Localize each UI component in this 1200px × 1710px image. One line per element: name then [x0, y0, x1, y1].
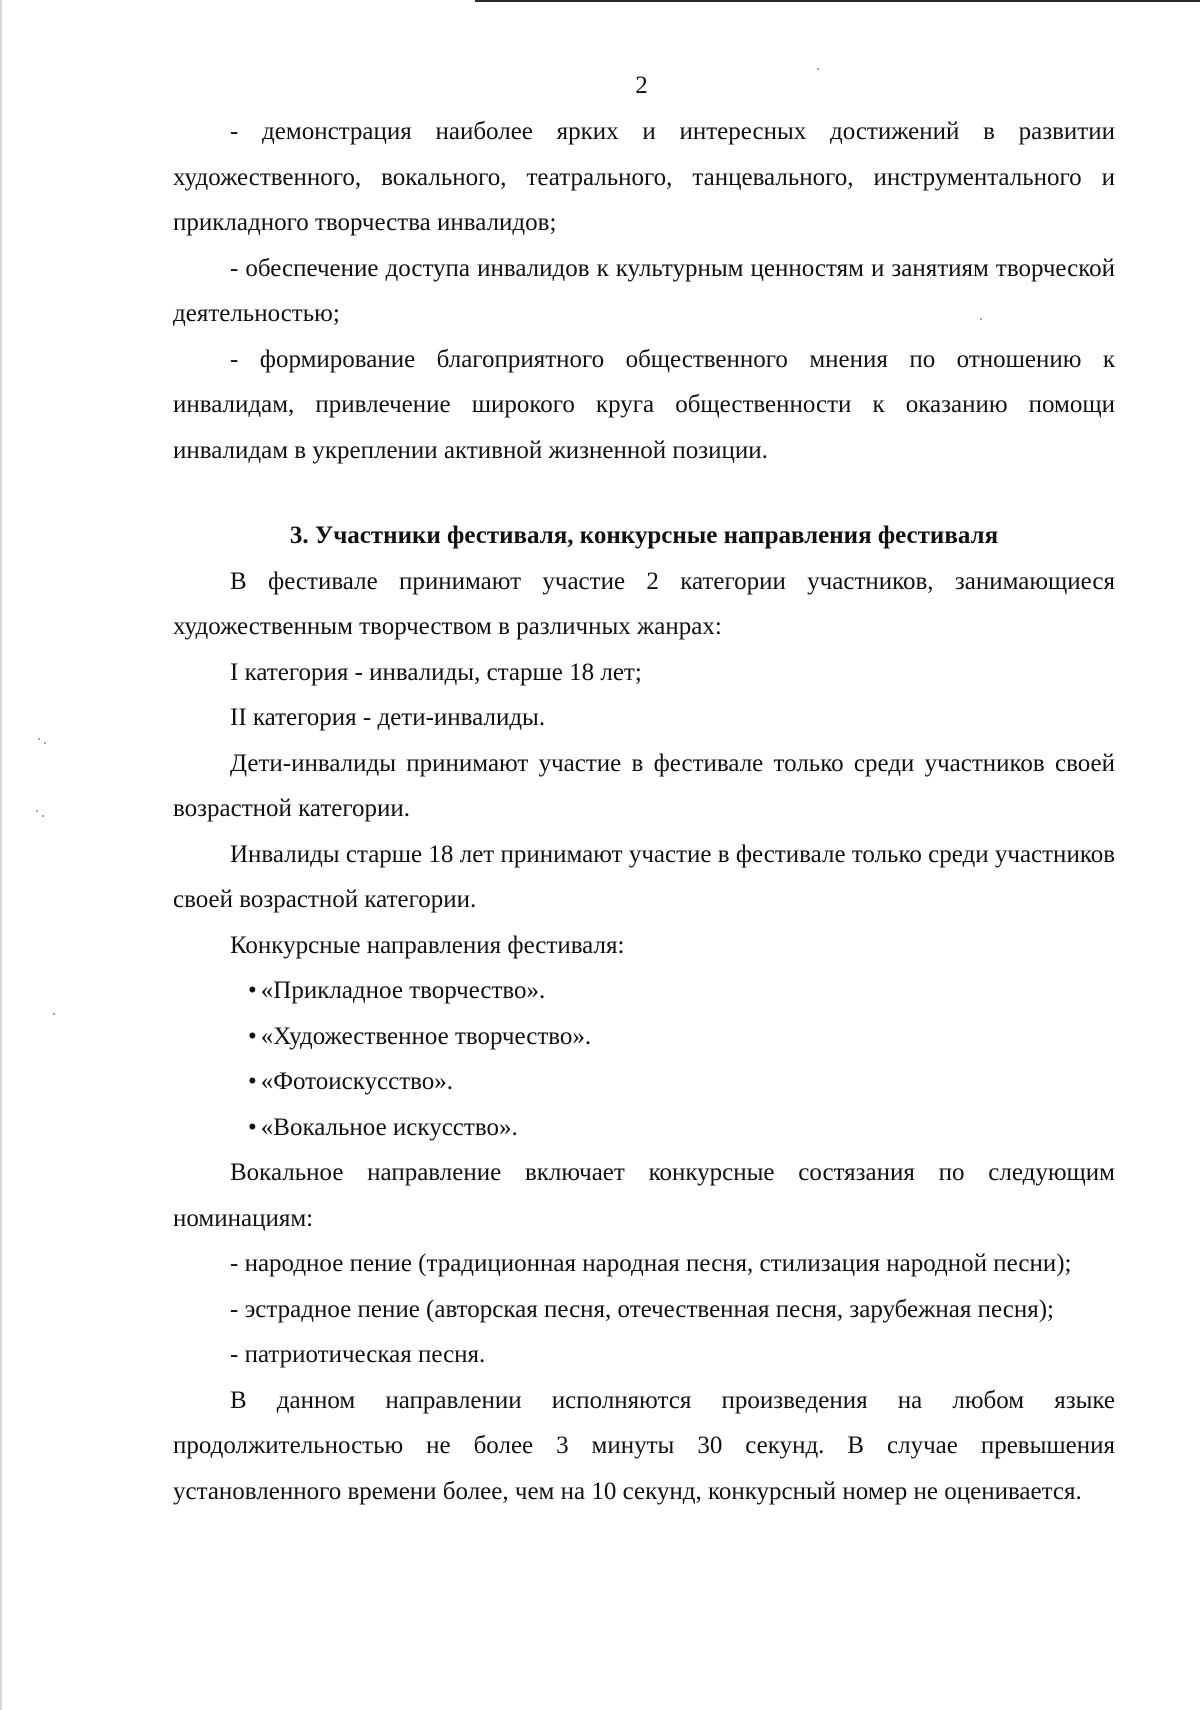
direction-item: [173, 1014, 1115, 1060]
scan-speck: [817, 68, 819, 70]
scan-border-top: [475, 0, 1200, 2]
scan-speck: [38, 738, 40, 740]
vocal-intro: Вокальное направление включает конкурсные состязания по следующим номинациям:: [173, 1159, 1115, 1232]
category-2: II категория - дети-инвалиды.: [230, 704, 546, 731]
bullet-glyph: •: [248, 1113, 257, 1141]
category-1: I категория - инвалиды, старше 18 лет;: [230, 658, 642, 686]
direction-label: «Прикладное творчество».: [260, 977, 546, 1004]
scan-speck: [36, 810, 38, 812]
section-heading: 3. Участники фестиваля, конкурсные направления фестиваля: [289, 522, 999, 549]
scan-speck: [44, 742, 46, 744]
adults-rule: Инвалиды старше 18 лет принимают участие в фестивале только среди участников своей возрастной категории.: [173, 840, 1115, 913]
direction-item: [173, 1105, 1115, 1151]
bullet-glyph: •: [248, 1022, 257, 1050]
vocal-item-patriotic: - патриотическая песня.: [230, 1341, 486, 1368]
bullet-glyph: •: [248, 1068, 257, 1095]
duration-rule: В данном направлении исполняются произведения на любом языке продолжительностью не более 3 минуты 30 секунд. В случае превышения установленного времени более, чем на 10 секунд, конкурсный номер не оценивается.: [173, 1386, 1115, 1505]
direction-label: «Художественное творчество».: [260, 1022, 592, 1050]
direction-label: «Вокальное искусство».: [260, 1113, 518, 1141]
vocal-item-folk: - народное пение (традиционная народная песня, стилизация народной песни);: [230, 1250, 1072, 1277]
bullet-glyph: •: [248, 977, 257, 1004]
children-rule: Дети-инвалиды принимают участие в фестивале только среди участников своей возрастной категории.: [173, 749, 1115, 822]
goal-item-achievements: - демонстрация наиболее ярких и интересных достижений в развитии художественного, вокального, театрального, танцевального, инструментального и прикладного творчества инвалидов;: [173, 118, 1115, 236]
directions-label: Конкурсные направления фестиваля:: [230, 931, 625, 959]
scan-speck: [42, 815, 44, 817]
direction-item: [173, 1059, 1115, 1105]
scan-speck: [53, 1013, 55, 1015]
page-number: 2: [635, 72, 648, 99]
scan-border-left: [0, 0, 2, 1710]
participants-intro: В фестивале принимают участие 2 категории участников, занимающиеся художественным творчеством в различных жанрах:: [173, 567, 1115, 640]
vocal-item-pop: - эстрадное пение (авторская песня, отечественная песня, зарубежная песня);: [230, 1295, 1054, 1323]
goal-item-access: - обеспечение доступа инвалидов к культурным ценностям и занятиям творческой деятельностью;: [173, 254, 1115, 327]
goal-item-public-opinion: - формирование благоприятного общественного мнения по отношению к инвалидам, привлечение широкого круга общественности к оказанию помощи инвалидам в укреплении активной жизненной позиции.: [173, 345, 1115, 464]
direction-label: «Фотоискусство».: [260, 1068, 454, 1095]
document-body: [173, 109, 1115, 1514]
direction-item: [173, 968, 1115, 1014]
